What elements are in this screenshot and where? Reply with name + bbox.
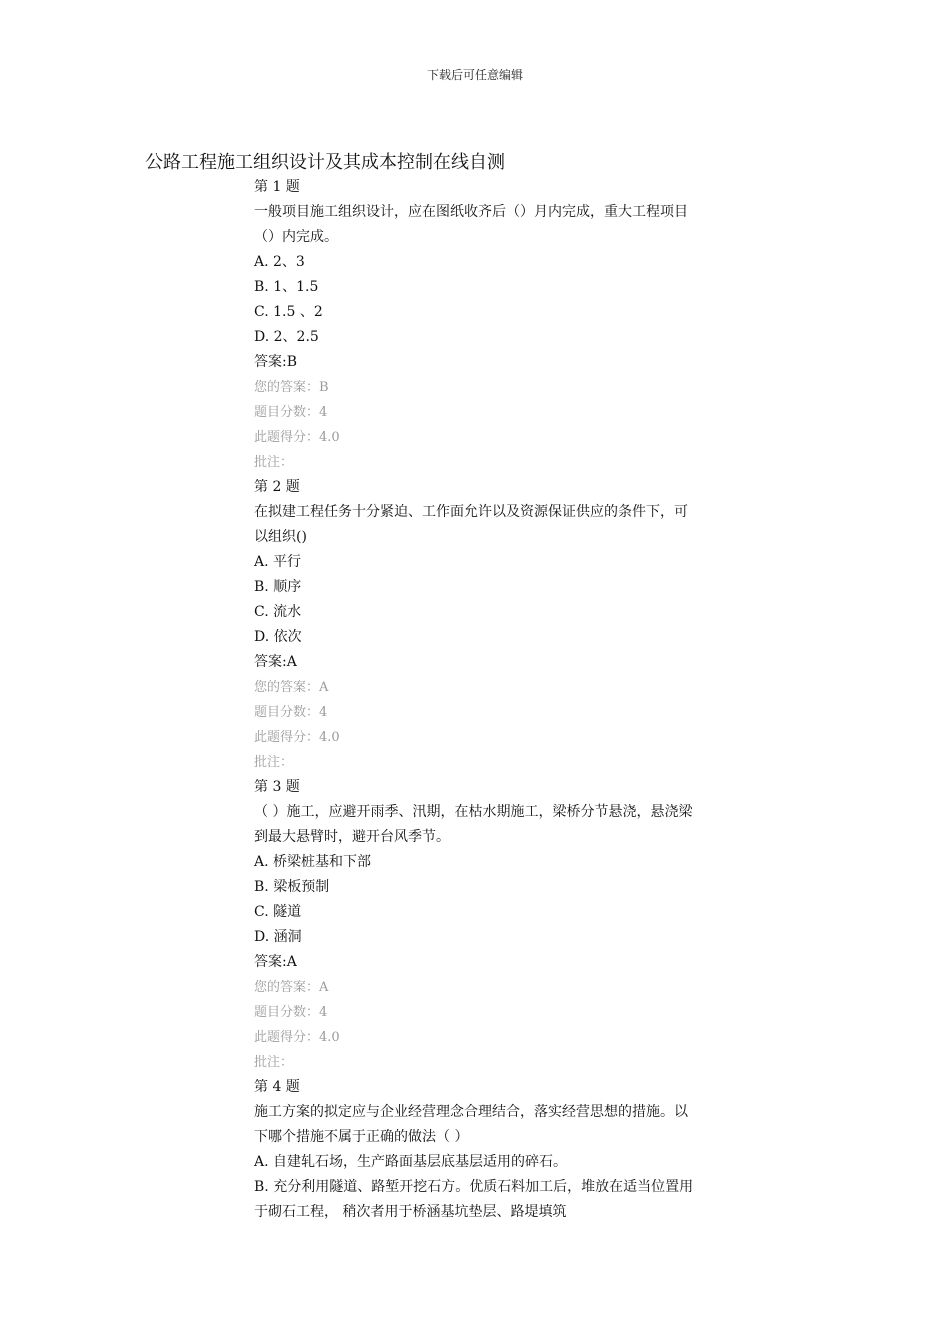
header-note: 下载后可任意编辑 — [426, 68, 523, 82]
points-earned: 此题得分：4.0 — [254, 430, 340, 445]
comment-label: 批注： — [254, 755, 294, 770]
option-d: D. 涵洞 — [254, 929, 302, 945]
option-d: D. 依次 — [254, 629, 302, 645]
option-c: C. 隧道 — [254, 904, 302, 920]
question-3 — [254, 775, 694, 1075]
correct-answer: 答案:A — [254, 654, 297, 670]
question-4 — [254, 1075, 694, 1225]
question-stem: （ ）施工，应避开雨季、汛期，在枯水期施工，梁桥分节悬浇，悬浇梁到最大悬臂时，避开台风季节。 — [254, 804, 693, 845]
document-title: 公路工程施工组织设计及其成本控制在线自测 — [145, 152, 505, 173]
option-a: A. 平行 — [254, 554, 302, 570]
option-b: B. 梁板预制 — [254, 879, 330, 895]
question-score: 题目分数：4 — [254, 705, 328, 720]
correct-answer: 答案:B — [254, 354, 298, 370]
question-1 — [254, 175, 694, 475]
option-b: B. 充分利用隧道、路堑开挖石方。优质石料加工后，堆放在适当位置用于砌石工程， 稍次者用于桥涵基坑垫层、路堤填筑 — [254, 1179, 694, 1220]
option-c: C. 流水 — [254, 604, 302, 620]
your-answer: 您的答案：A — [254, 680, 329, 695]
option-c: C. 1.5 、2 — [254, 304, 323, 320]
question-score: 题目分数：4 — [254, 1005, 328, 1020]
points-earned: 此题得分：4.0 — [254, 1030, 340, 1045]
points-earned: 此题得分：4.0 — [254, 730, 340, 745]
question-stem: 一般项目施工组织设计，应在图纸收齐后（）月内完成，重大工程项目（）内完成。 — [254, 204, 688, 245]
question-2 — [254, 475, 694, 775]
comment-label: 批注： — [254, 1055, 294, 1070]
option-a: A. 桥梁桩基和下部 — [254, 854, 372, 870]
option-a: A. 2、3 — [254, 254, 305, 270]
option-d: D. 2、2.5 — [254, 329, 319, 345]
question-list — [254, 175, 694, 1225]
question-number: 第 3 题 — [254, 779, 300, 795]
option-b: B. 1、1.5 — [254, 279, 319, 295]
question-score: 题目分数：4 — [254, 405, 328, 420]
option-a: A. 自建轧石场，生产路面基层底基层适用的碎石。 — [254, 1154, 568, 1170]
question-stem: 在拟建工程任务十分紧迫、工作面允许以及资源保证供应的条件下，可以组织() — [254, 504, 688, 545]
your-answer: 您的答案：B — [254, 380, 329, 395]
question-number: 第 2 题 — [254, 479, 300, 495]
option-b: B. 顺序 — [254, 579, 302, 595]
question-stem: 施工方案的拟定应与企业经营理念合理结合，落实经营思想的措施。以下哪个措施不属于正确的做法（ ） — [254, 1104, 688, 1145]
question-number: 第 4 题 — [254, 1079, 300, 1095]
your-answer: 您的答案：A — [254, 980, 329, 995]
comment-label: 批注： — [254, 455, 294, 470]
question-number: 第 1 题 — [254, 179, 300, 195]
correct-answer: 答案:A — [254, 954, 297, 970]
